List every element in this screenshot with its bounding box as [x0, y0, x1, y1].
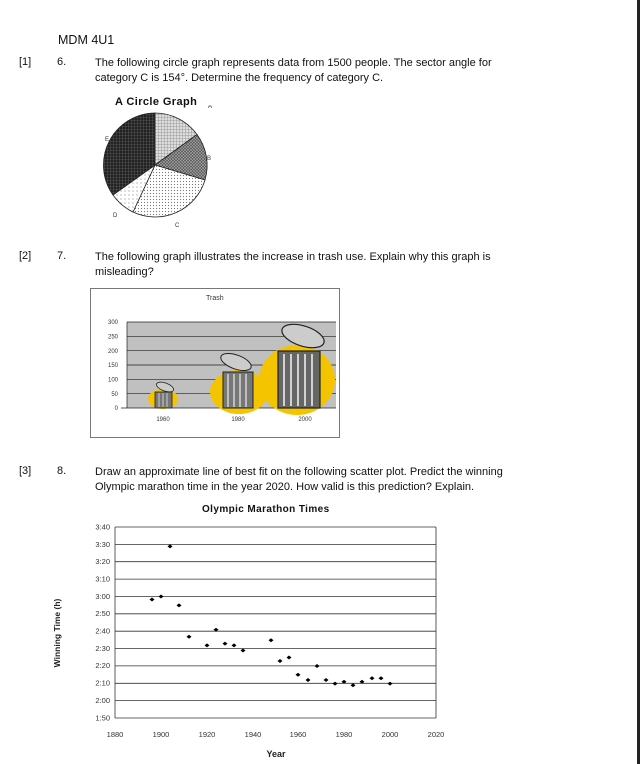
svg-text:2:40: 2:40 [95, 626, 110, 636]
svg-text:3:30: 3:30 [95, 540, 110, 549]
q8-marks: [3] [19, 465, 32, 477]
svg-text:3:00: 3:00 [95, 592, 110, 601]
svg-text:1920: 1920 [198, 730, 216, 739]
pie-sectors [103, 113, 207, 217]
svg-text:2:50: 2:50 [95, 609, 110, 618]
svg-text:1960: 1960 [156, 417, 170, 423]
x-axis-label: Year [266, 749, 286, 759]
svg-text:2:00: 2:00 [95, 696, 110, 705]
svg-text:300: 300 [107, 320, 118, 326]
q6-number: 6. [57, 56, 67, 68]
trash-chart [90, 288, 340, 438]
q6-marks: [1] [19, 56, 32, 68]
pie-chart [95, 105, 225, 230]
label-d: D [113, 213, 118, 219]
q8-text-line2: Olympic marathon time in the year 2020. How valid is this prediction? Explain. [95, 481, 475, 493]
svg-text:3:10: 3:10 [95, 574, 110, 584]
q6-text-line1: The following circle graph represents data from 1500 people. The sector angle for [95, 57, 492, 69]
scatter-chart [40, 515, 460, 764]
svg-text:1900: 1900 [152, 730, 170, 739]
svg-text:2020: 2020 [427, 730, 445, 739]
svg-text:1960: 1960 [289, 730, 307, 739]
svg-text:1980: 1980 [231, 417, 245, 423]
label-c: C [175, 223, 180, 229]
svg-text:2:30: 2:30 [95, 644, 110, 653]
svg-text:0: 0 [114, 406, 118, 412]
svg-text:1880: 1880 [106, 730, 124, 739]
svg-text:250: 250 [107, 334, 118, 341]
svg-text:200: 200 [107, 349, 118, 355]
label-a: A [208, 105, 213, 110]
svg-text:2:10: 2:10 [95, 678, 110, 688]
q8-text-line1: Draw an approximate line of best fit on the following scatter plot. Predict the winning [95, 466, 503, 478]
trash-chart-title: Trash [206, 295, 224, 302]
q7-text-line1: The following graph illustrates the increase in trash use. Explain why this graph is [95, 251, 491, 263]
q7-number: 7. [57, 250, 67, 262]
svg-text:1940: 1940 [244, 730, 262, 739]
label-b: B [207, 156, 212, 162]
q7-text-line2: misleading? [95, 266, 154, 278]
q8-number: 8. [57, 465, 67, 477]
svg-text:100: 100 [107, 377, 118, 384]
label-e: E [105, 137, 110, 143]
svg-text:150: 150 [107, 363, 118, 369]
svg-text:2000: 2000 [298, 417, 312, 423]
q6-text-line2: category C is 154°. Determine the frequency of category C. [95, 72, 384, 84]
scatter-chart-title: Olympic Marathon Times [202, 504, 330, 515]
q7-marks: [2] [19, 250, 32, 262]
svg-text:1:50: 1:50 [95, 713, 110, 723]
svg-text:3:40: 3:40 [95, 522, 110, 532]
svg-text:2000: 2000 [381, 730, 399, 739]
svg-text:3:20: 3:20 [95, 557, 110, 566]
y-axis-label: Winning Time (h) [52, 598, 62, 668]
course-code: MDM 4U1 [58, 33, 115, 47]
svg-text:50: 50 [111, 392, 118, 398]
svg-text:1980: 1980 [335, 730, 353, 739]
svg-text:2:20: 2:20 [95, 661, 110, 670]
pie-chart-title: A Circle Graph [115, 96, 198, 108]
